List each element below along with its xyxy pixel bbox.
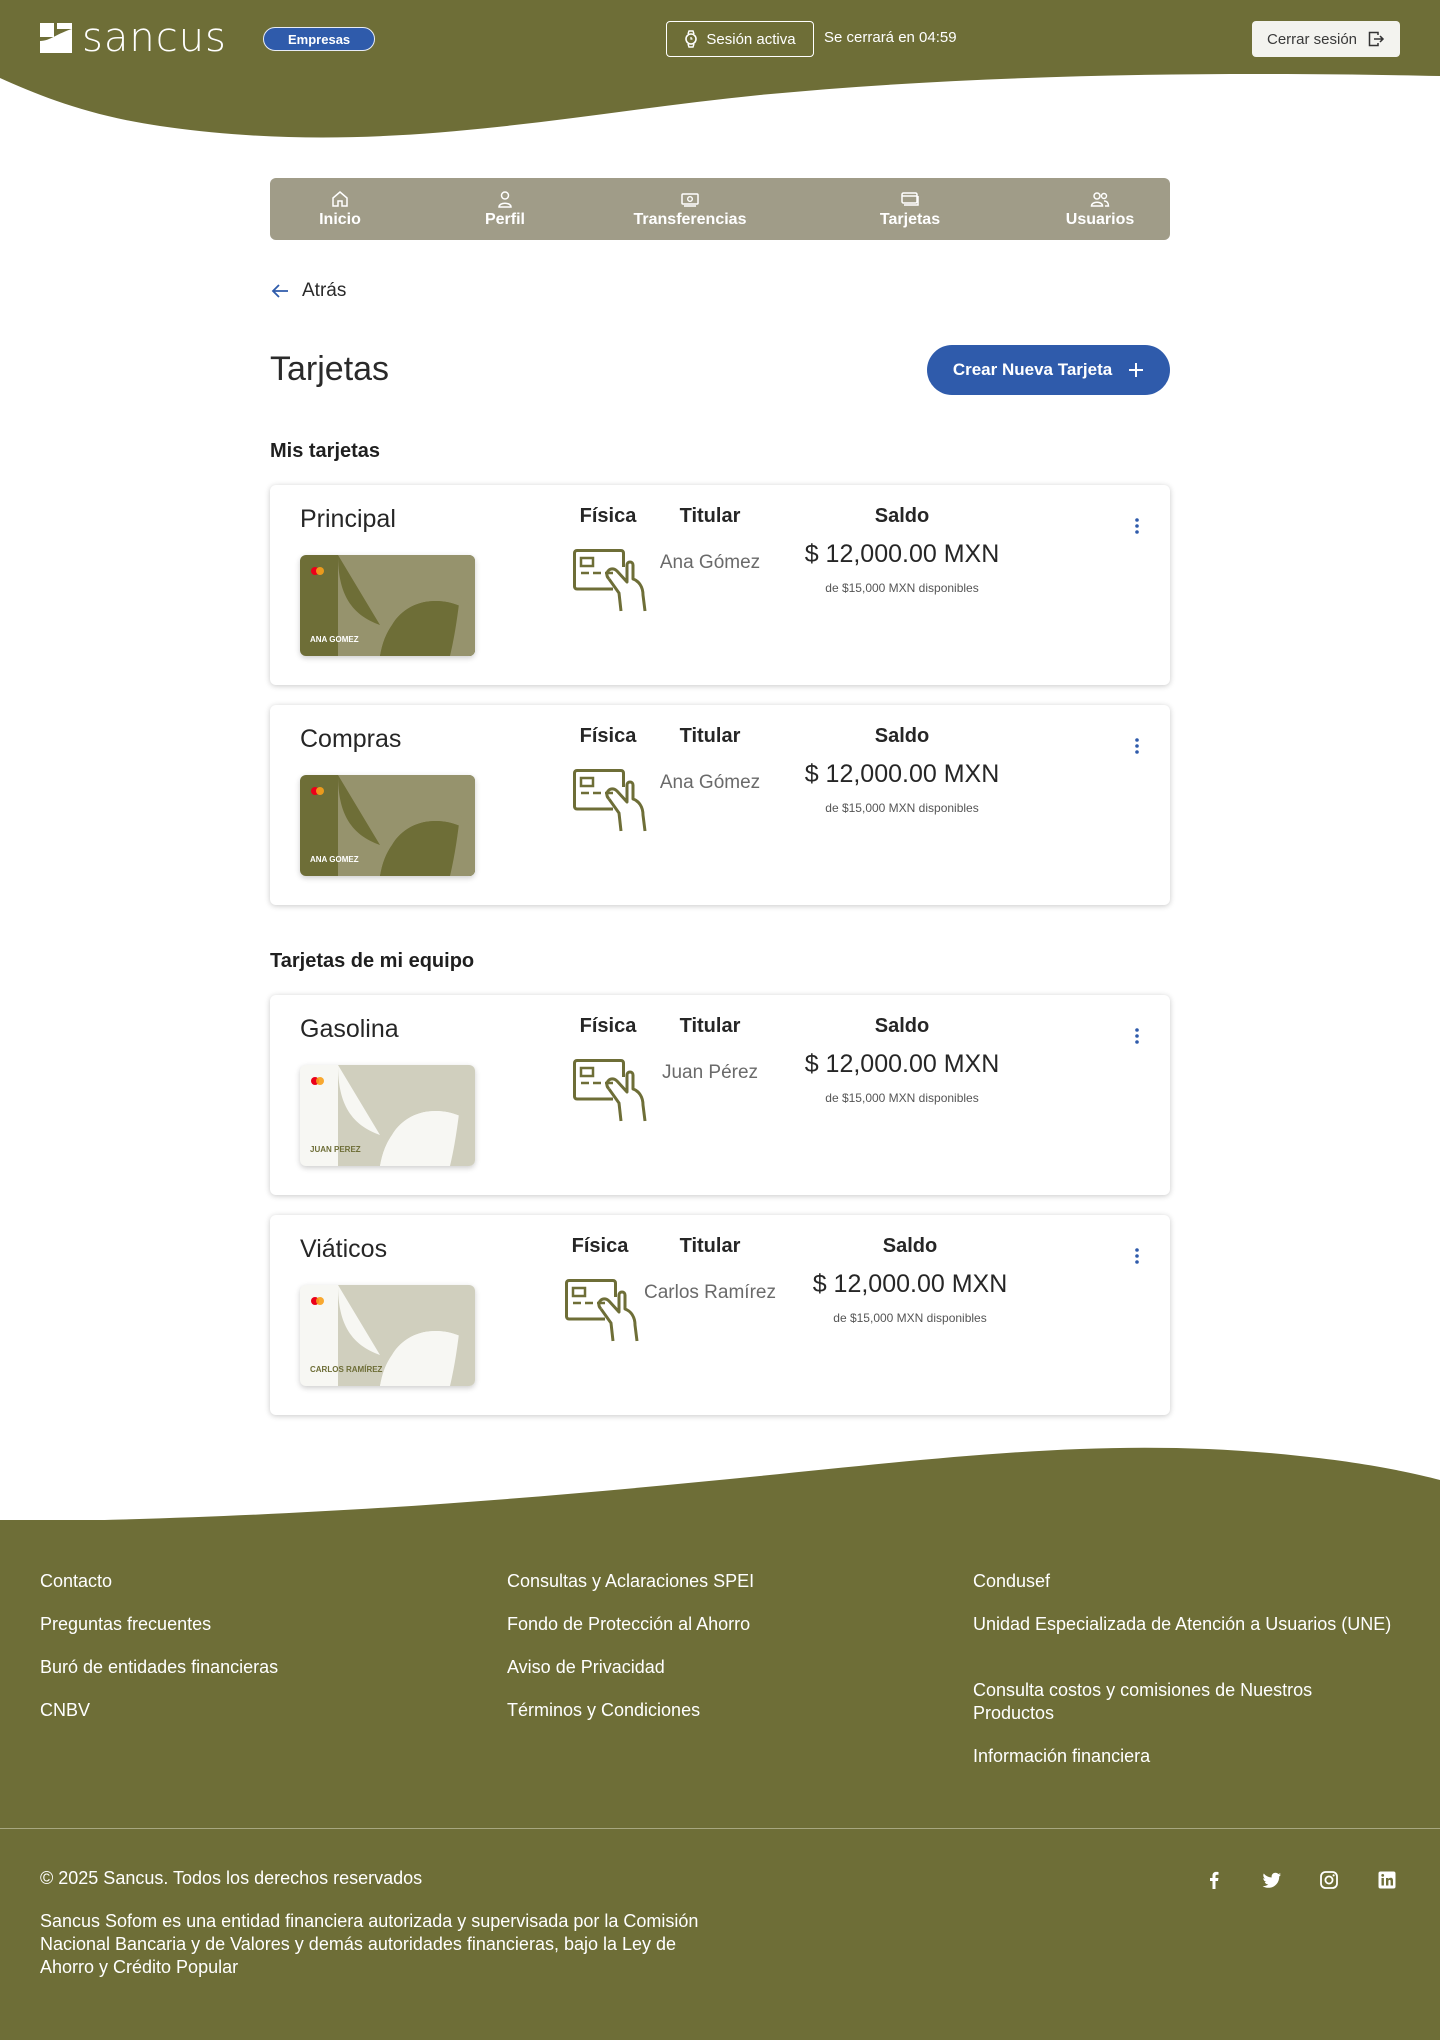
card-name: Viáticos [300, 1235, 388, 1263]
site-header [0, 0, 1440, 150]
holder-header: Titular [679, 1015, 741, 1037]
logo-text: sancus [82, 15, 227, 61]
create-card-button[interactable] [927, 345, 1170, 395]
holder-name: Ana Gómez [659, 552, 761, 573]
empresas-badge: Empresas [263, 27, 375, 51]
footer-link-buro[interactable]: Buró de entidades financieras [40, 1657, 279, 1677]
sancus-logo[interactable] [40, 15, 227, 61]
more-options-icon[interactable] [1127, 1246, 1147, 1266]
section-title-team: Tarjetas de mi equipo [270, 950, 475, 972]
card-holder-name: ANA GOMEZ [310, 635, 359, 644]
balance-header: Saldo [874, 725, 930, 747]
back-label: Atrás [302, 280, 347, 301]
money-icon [680, 190, 700, 208]
footer-link-cnbv[interactable]: CNBV [40, 1700, 91, 1720]
available-credit: de $15,000 MXN disponibles [825, 801, 979, 815]
card-name: Gasolina [300, 1015, 399, 1043]
site-footer [0, 1520, 1440, 2040]
holder-header: Titular [679, 725, 741, 747]
session-label: Sesión activa [706, 30, 796, 48]
arrow-left-icon [270, 282, 290, 300]
logout-button[interactable] [1252, 21, 1400, 57]
cards-icon [900, 190, 920, 208]
type-header: Física [571, 1235, 629, 1257]
balance-amount: $ 12,000.00 MXN [804, 760, 1000, 788]
footer-link-preguntas[interactable]: Preguntas frecuentes [40, 1614, 212, 1634]
copyright: © 2025 Sancus. Todos los derechos reservados [40, 1868, 423, 1888]
nav-label-perfil: Perfil [484, 210, 525, 228]
available-credit: de $15,000 MXN disponibles [825, 1091, 979, 1105]
balance-header: Saldo [882, 1235, 938, 1257]
holder-header: Titular [679, 505, 741, 527]
card-row[interactable] [270, 705, 1170, 905]
type-header: Física [579, 1015, 637, 1037]
balance-amount: $ 12,000.00 MXN [804, 540, 1000, 568]
page-title: Tarjetas [270, 350, 390, 388]
more-options-icon[interactable] [1127, 1026, 1147, 1046]
card-row[interactable] [270, 1215, 1170, 1415]
footer-link-condusef[interactable]: Condusef [973, 1571, 1051, 1591]
user-icon [496, 190, 514, 208]
footer-divider [0, 1828, 1440, 1829]
card-name: Compras [300, 725, 402, 753]
legal-text: Sancus Sofom es una entidad financiera autorizada y supervisada por la Comisión Nacional Bancaria y de Valores y demás autoridades financieras, bajo la Ley de Ahorro y Crédito Popular [40, 1911, 699, 1977]
type-header: Física [579, 725, 637, 747]
footer-link-info-financiera[interactable]: Información financiera [973, 1746, 1151, 1766]
logout-label: Cerrar sesión [1266, 30, 1358, 48]
nav-label-transferencias: Transferencias [633, 210, 747, 228]
watch-icon [684, 30, 698, 48]
facebook-icon[interactable] [1204, 1870, 1224, 1890]
balance-header: Saldo [874, 505, 930, 527]
session-active-indicator [666, 21, 814, 57]
logout-icon [1367, 30, 1385, 48]
plus-icon [1128, 362, 1144, 378]
card-row[interactable] [270, 995, 1170, 1195]
logo-mark-icon [40, 23, 72, 53]
footer-link-terminos[interactable]: Términos y Condiciones [507, 1700, 701, 1720]
footer-link-fondo[interactable]: Fondo de Protección al Ahorro [507, 1614, 751, 1634]
balance-header: Saldo [874, 1015, 930, 1037]
nav-label-tarjetas: Tarjetas [879, 210, 941, 228]
footer-link-spei[interactable]: Consultas y Aclaraciones SPEI [507, 1571, 755, 1591]
card-name: Principal [300, 505, 396, 533]
card-row[interactable] [270, 485, 1170, 685]
holder-name: Ana Gómez [659, 772, 761, 793]
back-link[interactable] [270, 280, 346, 302]
more-options-icon[interactable] [1127, 736, 1147, 756]
home-icon [331, 190, 349, 208]
card-holder-name: JUAN PEREZ [310, 1145, 361, 1154]
footer-link-costos[interactable]: Consulta costos y comisiones de Nuestros Productos [973, 1680, 1313, 1723]
session-timer: Se cerrará en 04:59 [824, 29, 957, 46]
footer-wave [0, 1440, 1440, 1522]
main-nav [270, 178, 1170, 240]
instagram-icon[interactable] [1319, 1870, 1339, 1890]
card-image[interactable] [300, 1285, 475, 1386]
holder-name: Juan Pérez [661, 1062, 759, 1083]
card-holder-name: CARLOS RAMÍREZ [310, 1365, 383, 1374]
nav-item-perfil[interactable] [455, 178, 555, 240]
nav-item-tarjetas[interactable] [860, 178, 960, 240]
nav-label-usuarios: Usuarios [1065, 210, 1135, 228]
nav-item-transferencias[interactable] [625, 178, 755, 240]
nav-item-inicio[interactable] [290, 178, 390, 240]
card-image[interactable] [300, 1065, 475, 1166]
balance-amount: $ 12,000.00 MXN [804, 1050, 1000, 1078]
type-header: Física [579, 505, 637, 527]
footer-link-contacto[interactable]: Contacto [40, 1571, 113, 1591]
users-icon [1090, 190, 1110, 208]
nav-label-inicio: Inicio [319, 210, 361, 228]
linkedin-icon[interactable] [1377, 1870, 1397, 1890]
card-image[interactable] [300, 775, 475, 876]
section-title-mine: Mis tarjetas [270, 440, 381, 462]
holder-name: Carlos Ramírez [644, 1282, 776, 1303]
balance-amount: $ 12,000.00 MXN [812, 1270, 1008, 1298]
more-options-icon[interactable] [1127, 516, 1147, 536]
available-credit: de $15,000 MXN disponibles [825, 581, 979, 595]
footer-link-une[interactable]: Unidad Especializada de Atención a Usuarios (UNE) [973, 1614, 1392, 1634]
available-credit: de $15,000 MXN disponibles [833, 1311, 987, 1325]
twitter-icon[interactable] [1262, 1870, 1282, 1890]
card-image[interactable] [300, 555, 475, 656]
footer-link-privacidad[interactable]: Aviso de Privacidad [507, 1657, 665, 1677]
holder-header: Titular [679, 1235, 741, 1257]
nav-item-usuarios[interactable] [1050, 178, 1150, 240]
create-card-label: Crear Nueva Tarjeta [952, 360, 1113, 379]
card-holder-name: ANA GOMEZ [310, 855, 359, 864]
